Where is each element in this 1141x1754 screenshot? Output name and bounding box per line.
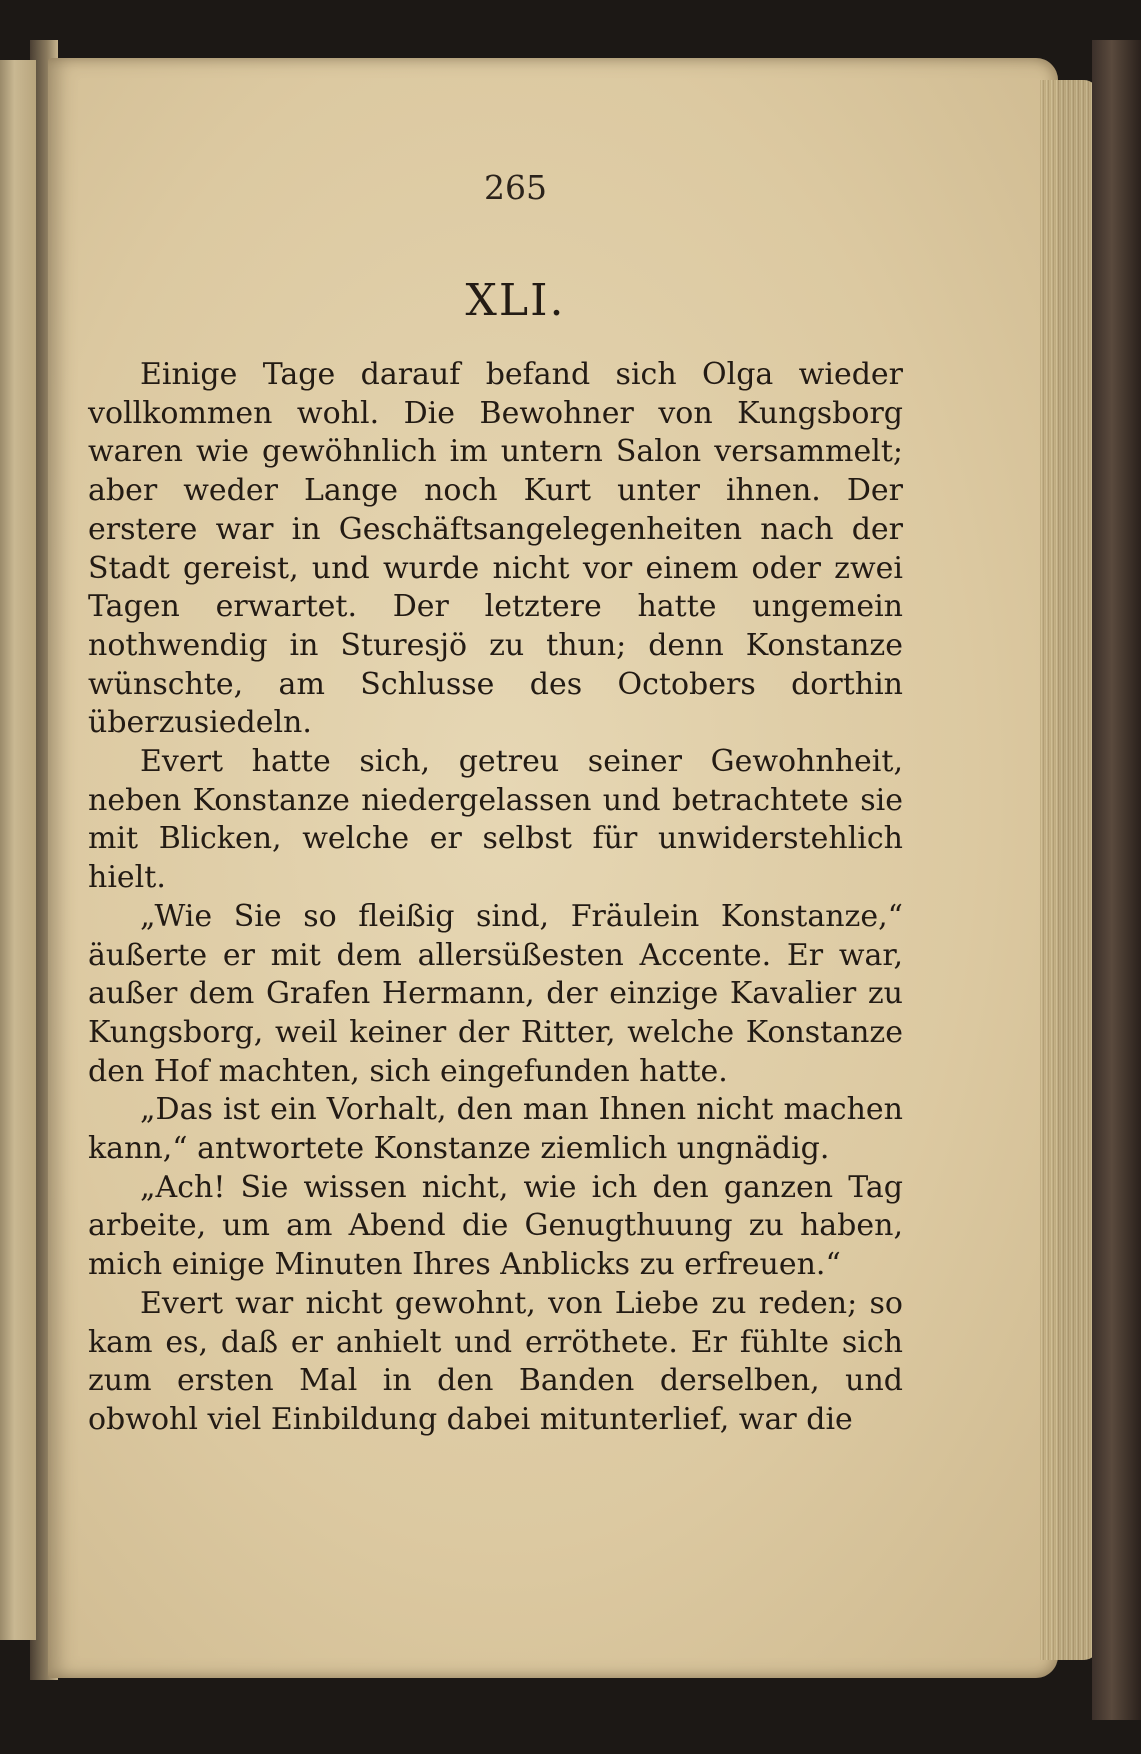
paragraph: „Das ist ein Vorhalt, den man Ihnen nicht machen kann,“ antwortete Konstanze ziemlich ungnädig. bbox=[88, 1092, 903, 1167]
page-number: 265 bbox=[484, 168, 547, 207]
chapter-heading: XLI. bbox=[465, 275, 566, 326]
book-cover-edge bbox=[1092, 40, 1141, 1720]
page-body bbox=[88, 356, 903, 1440]
paragraph: Evert war nicht gewohnt, von Liebe zu reden; so kam es, daß er anhielt und erröthete. Er fühlte sich zum ersten Mal in den Banden derselben, und obwohl viel Einbildung dabei mitunterlief, war die bbox=[88, 1285, 903, 1437]
paragraph: Evert hatte sich, getreu seiner Gewohnheit, neben Konstanze niedergelassen und betrachtete sie mit Blicken, welche er selbst für unwiderstehlich hielt. bbox=[88, 744, 903, 896]
paragraph: „Wie Sie so fleißig sind, Fräulein Konstanze,“ äußerte er mit dem allersüßesten Accente. Er war, außer dem Grafen Hermann, der einzige Kavalier zu Kungsborg, weil keiner der Ritter, welche Konstanze den Hof machten, sich eingefunden hatte. bbox=[88, 898, 903, 1089]
paragraph: Einige Tage darauf befand sich Olga wieder vollkommen wohl. Die Bewohner von Kungsborg waren wie gewöhnlich im untern Salon versammelt; aber weder Lange noch Kurt unter ihnen. Der erstere war in Geschäftsangelegenheiten nach der Stadt gereist, und wurde nicht vor einem oder zwei Tagen erwartet. Der letztere hatte ungemein nothwendig in Sturesjö zu thun; denn Konstanze wünschte, am Schlusse des Octobers dorthin überzusiedeln. bbox=[88, 357, 903, 741]
paragraph: „Ach! Sie wissen nicht, wie ich den ganzen Tag arbeite, um am Abend die Genugthuung zu haben, mich einige Minuten Ihres Anblicks zu erfreuen.“ bbox=[88, 1169, 903, 1283]
